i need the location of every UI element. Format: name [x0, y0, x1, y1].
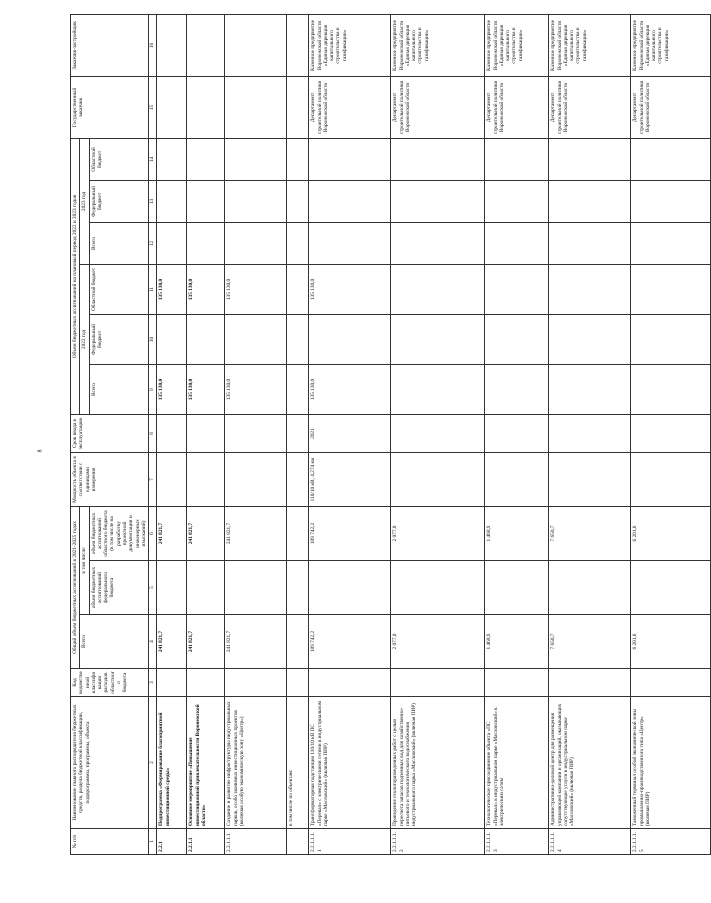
- row-fed: [391, 561, 485, 615]
- row-2022-reg: 135 130,0: [187, 265, 225, 315]
- investment-table: [70, 14, 711, 855]
- row-2023-reg: [287, 138, 309, 180]
- row-total: [287, 615, 309, 669]
- header-total-group: Общий объем бюджетных ассигнований в 2021-2025 годах: [71, 507, 80, 669]
- row-2022-reg: 135 130,0: [157, 265, 187, 315]
- row-developer: Казенное предприятие Воронежской области «Единая дирекция капитального строительства и газификации»: [391, 14, 485, 76]
- row-2022-total: 135 130,0: [187, 365, 225, 415]
- row-2022-total: [631, 365, 711, 415]
- row-capacity: 110/10 кВ, 4,274 км: [309, 453, 391, 507]
- row-code: [187, 669, 225, 697]
- row-developer: Казенное предприятие Воронежской области «Единая дирекция капитального строительства и газификации»: [485, 14, 549, 76]
- row-2023-reg: [485, 138, 549, 180]
- row-2023-reg: [549, 138, 631, 180]
- row-capacity: [391, 453, 485, 507]
- row-name: Таможенный терминал особой экономической зоны промышленно-производственного типа «Центр» (включая ПИР): [631, 697, 711, 829]
- header-2023-all: Всего: [89, 223, 149, 265]
- row-reg: [287, 507, 309, 561]
- row-num: 2.2.1.1.1.3: [485, 829, 549, 855]
- row-reg: 241 821,7: [225, 507, 287, 561]
- col-number: 10: [149, 315, 157, 365]
- row-developer: [225, 14, 287, 76]
- row-name: в том числе по объектам:: [287, 697, 309, 829]
- row-name: Создание и развитие инфраструктуры индустриальных парков, особо значимых инвестиционных проектов (включая особую экономическую зону «Центр»): [225, 697, 287, 829]
- row-reg: 7 650,7: [549, 507, 631, 561]
- row-2022-reg: [549, 265, 631, 315]
- row-2023-fed: [225, 181, 287, 223]
- row-2023-reg: [631, 138, 711, 180]
- row-deadline: [157, 415, 187, 453]
- row-capacity: [485, 453, 549, 507]
- row-developer: [287, 14, 309, 76]
- header-code: Код ведомственной классификации расходов областного бюджета: [71, 669, 149, 697]
- row-code: [391, 669, 485, 697]
- row-capacity: [631, 453, 711, 507]
- row-code: [309, 669, 391, 697]
- col-number: 1: [149, 829, 157, 855]
- row-num: 2.2.1.1.1.2: [391, 829, 485, 855]
- row-num: 2.2.1.1: [187, 829, 225, 855]
- row-fed: [225, 561, 287, 615]
- col-number: 16: [149, 14, 157, 76]
- row-fed: [549, 561, 631, 615]
- row-reg: 241 821,7: [157, 507, 187, 561]
- row-num: 2.2.1.1.1.1: [309, 829, 391, 855]
- page-number: 8: [37, 449, 44, 453]
- row-name: Подпрограмма «Формирование благоприятной инвестиционной среды»: [157, 697, 187, 829]
- col-number: 8: [149, 415, 157, 453]
- row-2022-fed: [157, 315, 187, 365]
- row-2022-total: 135 130,0: [157, 365, 187, 415]
- row-2023-total: [225, 223, 287, 265]
- row-capacity: [287, 453, 309, 507]
- row-2023-total: [485, 223, 549, 265]
- row-total: 1 468,9: [485, 615, 549, 669]
- row-developer: [157, 14, 187, 76]
- table-row: [485, 14, 549, 854]
- row-2022-fed: [485, 315, 549, 365]
- table-row: [631, 14, 711, 854]
- row-customer: Департамент строительной политики Воронежской области: [391, 76, 485, 138]
- row-2022-fed: [391, 315, 485, 365]
- header-developer: Заказчик-застройщик: [71, 14, 149, 76]
- row-2023-reg: [391, 138, 485, 180]
- table-body: [157, 14, 711, 854]
- header-2022-fed: Федеральный бюджет: [89, 315, 149, 365]
- row-developer: [187, 14, 225, 76]
- row-2023-fed: [391, 181, 485, 223]
- row-customer: [225, 76, 287, 138]
- row-code: [225, 669, 287, 697]
- header-2023-fed: Федеральный бюджет: [89, 181, 149, 223]
- row-name: Основное мероприятие «Повышение инвестиционной привлекательности Воронежской области»: [187, 697, 225, 829]
- row-2022-fed: [631, 315, 711, 365]
- row-total: 241 821,7: [225, 615, 287, 669]
- row-2023-total: [631, 223, 711, 265]
- row-2023-total: [391, 223, 485, 265]
- row-reg: 1 468,9: [485, 507, 549, 561]
- row-customer: [287, 76, 309, 138]
- row-code: [157, 669, 187, 697]
- row-2023-reg: [309, 138, 391, 180]
- row-num: 2.2.1.1.1: [225, 829, 287, 855]
- row-num: 2.2.1: [157, 829, 187, 855]
- row-2022-total: 135 130,0: [225, 365, 287, 415]
- row-2023-total: [157, 223, 187, 265]
- header-period-group: Объем бюджетных ассигнований на плановый период 2022 и 2023 годов: [71, 138, 80, 414]
- row-2023-reg: [187, 138, 225, 180]
- table-row: [287, 14, 309, 854]
- header-total-all: Всего: [80, 615, 149, 669]
- row-2022-reg: [485, 265, 549, 315]
- row-2023-reg: [157, 138, 187, 180]
- col-number: 15: [149, 76, 157, 138]
- row-developer: Казенное предприятие Воронежской области «Единая дирекция капитального строительства и газификации»: [309, 14, 391, 76]
- row-deadline: [187, 415, 225, 453]
- row-deadline: [287, 415, 309, 453]
- row-capacity: [549, 453, 631, 507]
- row-deadline: [549, 415, 631, 453]
- row-fed: [631, 561, 711, 615]
- row-capacity: [225, 453, 287, 507]
- row-name: Трансформаторная подстанция 110/10 кВ ПС «Перевал» с электрическими сетями в индустриальном парке «Масловский» (включая ПИР): [309, 697, 391, 829]
- row-code: [631, 669, 711, 697]
- rotated-page: [70, 15, 670, 855]
- row-2022-total: [287, 365, 309, 415]
- row-2023-fed: [287, 181, 309, 223]
- col-number: 7: [149, 453, 157, 507]
- table-row: [549, 14, 631, 854]
- row-2022-fed: [225, 315, 287, 365]
- row-2022-fed: [187, 315, 225, 365]
- row-2022-reg: [287, 265, 309, 315]
- row-2023-total: [309, 223, 391, 265]
- row-code: [485, 669, 549, 697]
- col-number: 6: [149, 507, 157, 561]
- row-2023-fed: [157, 181, 187, 223]
- row-customer: Департамент строительной политики Воронежской области: [549, 76, 631, 138]
- row-2023-total: [287, 223, 309, 265]
- row-customer: Департамент строительной политики Воронежской области: [631, 76, 711, 138]
- row-2022-total: 135 130,0: [309, 365, 391, 415]
- row-total: 7 650,7: [549, 615, 631, 669]
- row-2022-reg: 135 130,0: [225, 265, 287, 315]
- row-2022-total: [485, 365, 549, 415]
- row-deadline: [225, 415, 287, 453]
- col-number: 9: [149, 365, 157, 415]
- row-name: Технологическое присоединение объекта «ПС «Перевал» в индустриальном парке «Масловский» к электрическим сетям: [485, 697, 549, 829]
- row-reg: 6 201,6: [631, 507, 711, 561]
- row-num: [287, 829, 309, 855]
- table-row: [225, 14, 287, 854]
- row-total: 241 821,7: [157, 615, 187, 669]
- table-row: [391, 14, 485, 854]
- col-number: 14: [149, 138, 157, 180]
- table-row: [157, 14, 187, 854]
- row-name: Проведение геологоразведочных работ с целью пересчета запасов подземных вод для хозяйственно-питьевого и технологического водоснабжения индустриального парка «Масловский» (включая ПИР): [391, 697, 485, 829]
- header-capacity: Мощность объекта в соответствии с единицами измерения: [71, 453, 149, 507]
- row-num: 2.2.1.1.1.5: [631, 829, 711, 855]
- row-deadline: [485, 415, 549, 453]
- row-reg: 189 742,2: [309, 507, 391, 561]
- row-name: Административно-деловой центр для размещения управляющей компании и организаций, оказывающих сопутствующие услуги в индустриальном парке «Масловский» (включая ПИР): [549, 697, 631, 829]
- header-num: № п/п: [71, 829, 149, 855]
- header-2022: 2022 год: [80, 265, 89, 415]
- column-number-row: [149, 14, 157, 854]
- row-2022-reg: [631, 265, 711, 315]
- col-number: 11: [149, 265, 157, 315]
- row-code: [549, 669, 631, 697]
- header-deadline: Срок ввода в эксплуатацию: [71, 415, 149, 453]
- row-num: 2.2.1.1.1.4: [549, 829, 631, 855]
- row-reg: 241 821,7: [187, 507, 225, 561]
- table-row: [309, 14, 391, 854]
- header-fed: объем бюджетных ассигнований федерального бюджета: [89, 561, 149, 615]
- row-deadline: [631, 415, 711, 453]
- table-row: [187, 14, 225, 854]
- row-2022-total: [391, 365, 485, 415]
- row-fed: [157, 561, 187, 615]
- row-total: 241 821,7: [187, 615, 225, 669]
- row-developer: Казенное предприятие Воронежской области «Единая дирекция капитального строительства и газификации»: [549, 14, 631, 76]
- row-2022-fed: [309, 315, 391, 365]
- row-capacity: [157, 453, 187, 507]
- col-number: 3: [149, 669, 157, 697]
- col-number: 12: [149, 223, 157, 265]
- row-2023-total: [549, 223, 631, 265]
- row-capacity: [187, 453, 225, 507]
- row-2023-fed: [309, 181, 391, 223]
- row-fed: [309, 561, 391, 615]
- row-2023-fed: [485, 181, 549, 223]
- header-name: Наименование главного распорядителя бюджетных средств, раздела бюджетной классификации, подпрограммы, программы, объекта: [71, 697, 149, 829]
- row-total: 6 201,6: [631, 615, 711, 669]
- row-fed: [287, 561, 309, 615]
- header-2023: 2023 год: [80, 138, 89, 264]
- row-fed: [187, 561, 225, 615]
- row-code: [287, 669, 309, 697]
- header-2023-reg: Областной бюджет: [89, 138, 149, 180]
- header-row-1: [71, 14, 80, 854]
- row-2022-fed: [549, 315, 631, 365]
- header-2022-all: Всего: [89, 365, 149, 415]
- header-customer: Государственный заказчик: [71, 76, 149, 138]
- row-total: 2 077,0: [391, 615, 485, 669]
- row-reg: 2 077,0: [391, 507, 485, 561]
- col-number: 13: [149, 181, 157, 223]
- row-fed: [485, 561, 549, 615]
- row-2023-fed: [187, 181, 225, 223]
- row-2022-reg: 135 130,0: [309, 265, 391, 315]
- col-number: 4: [149, 615, 157, 669]
- row-customer: Департамент строительной политики Воронежской области: [485, 76, 549, 138]
- header-reg: объем бюджетных ассигнований областного бюджета (в том числе на разработку проектной документации и инженерных изысканий): [89, 507, 149, 561]
- row-deadline: [391, 415, 485, 453]
- row-deadline: 2021: [309, 415, 391, 453]
- header-incl: в том числе: [80, 507, 89, 615]
- row-customer: [187, 76, 225, 138]
- row-2022-reg: [391, 265, 485, 315]
- col-number: 2: [149, 697, 157, 829]
- row-2023-total: [187, 223, 225, 265]
- row-developer: Казенное предприятие Воронежской области «Единая дирекция капитального строительства и газификации»: [631, 14, 711, 76]
- row-customer: [157, 76, 187, 138]
- row-2023-reg: [225, 138, 287, 180]
- row-2022-total: [549, 365, 631, 415]
- col-number: 5: [149, 561, 157, 615]
- header-2022-reg: Областной бюджет: [89, 265, 149, 315]
- row-2023-fed: [549, 181, 631, 223]
- row-customer: Департамент строительной политики Воронежской области: [309, 76, 391, 138]
- row-2022-fed: [287, 315, 309, 365]
- row-2023-fed: [631, 181, 711, 223]
- row-total: 189 742,2: [309, 615, 391, 669]
